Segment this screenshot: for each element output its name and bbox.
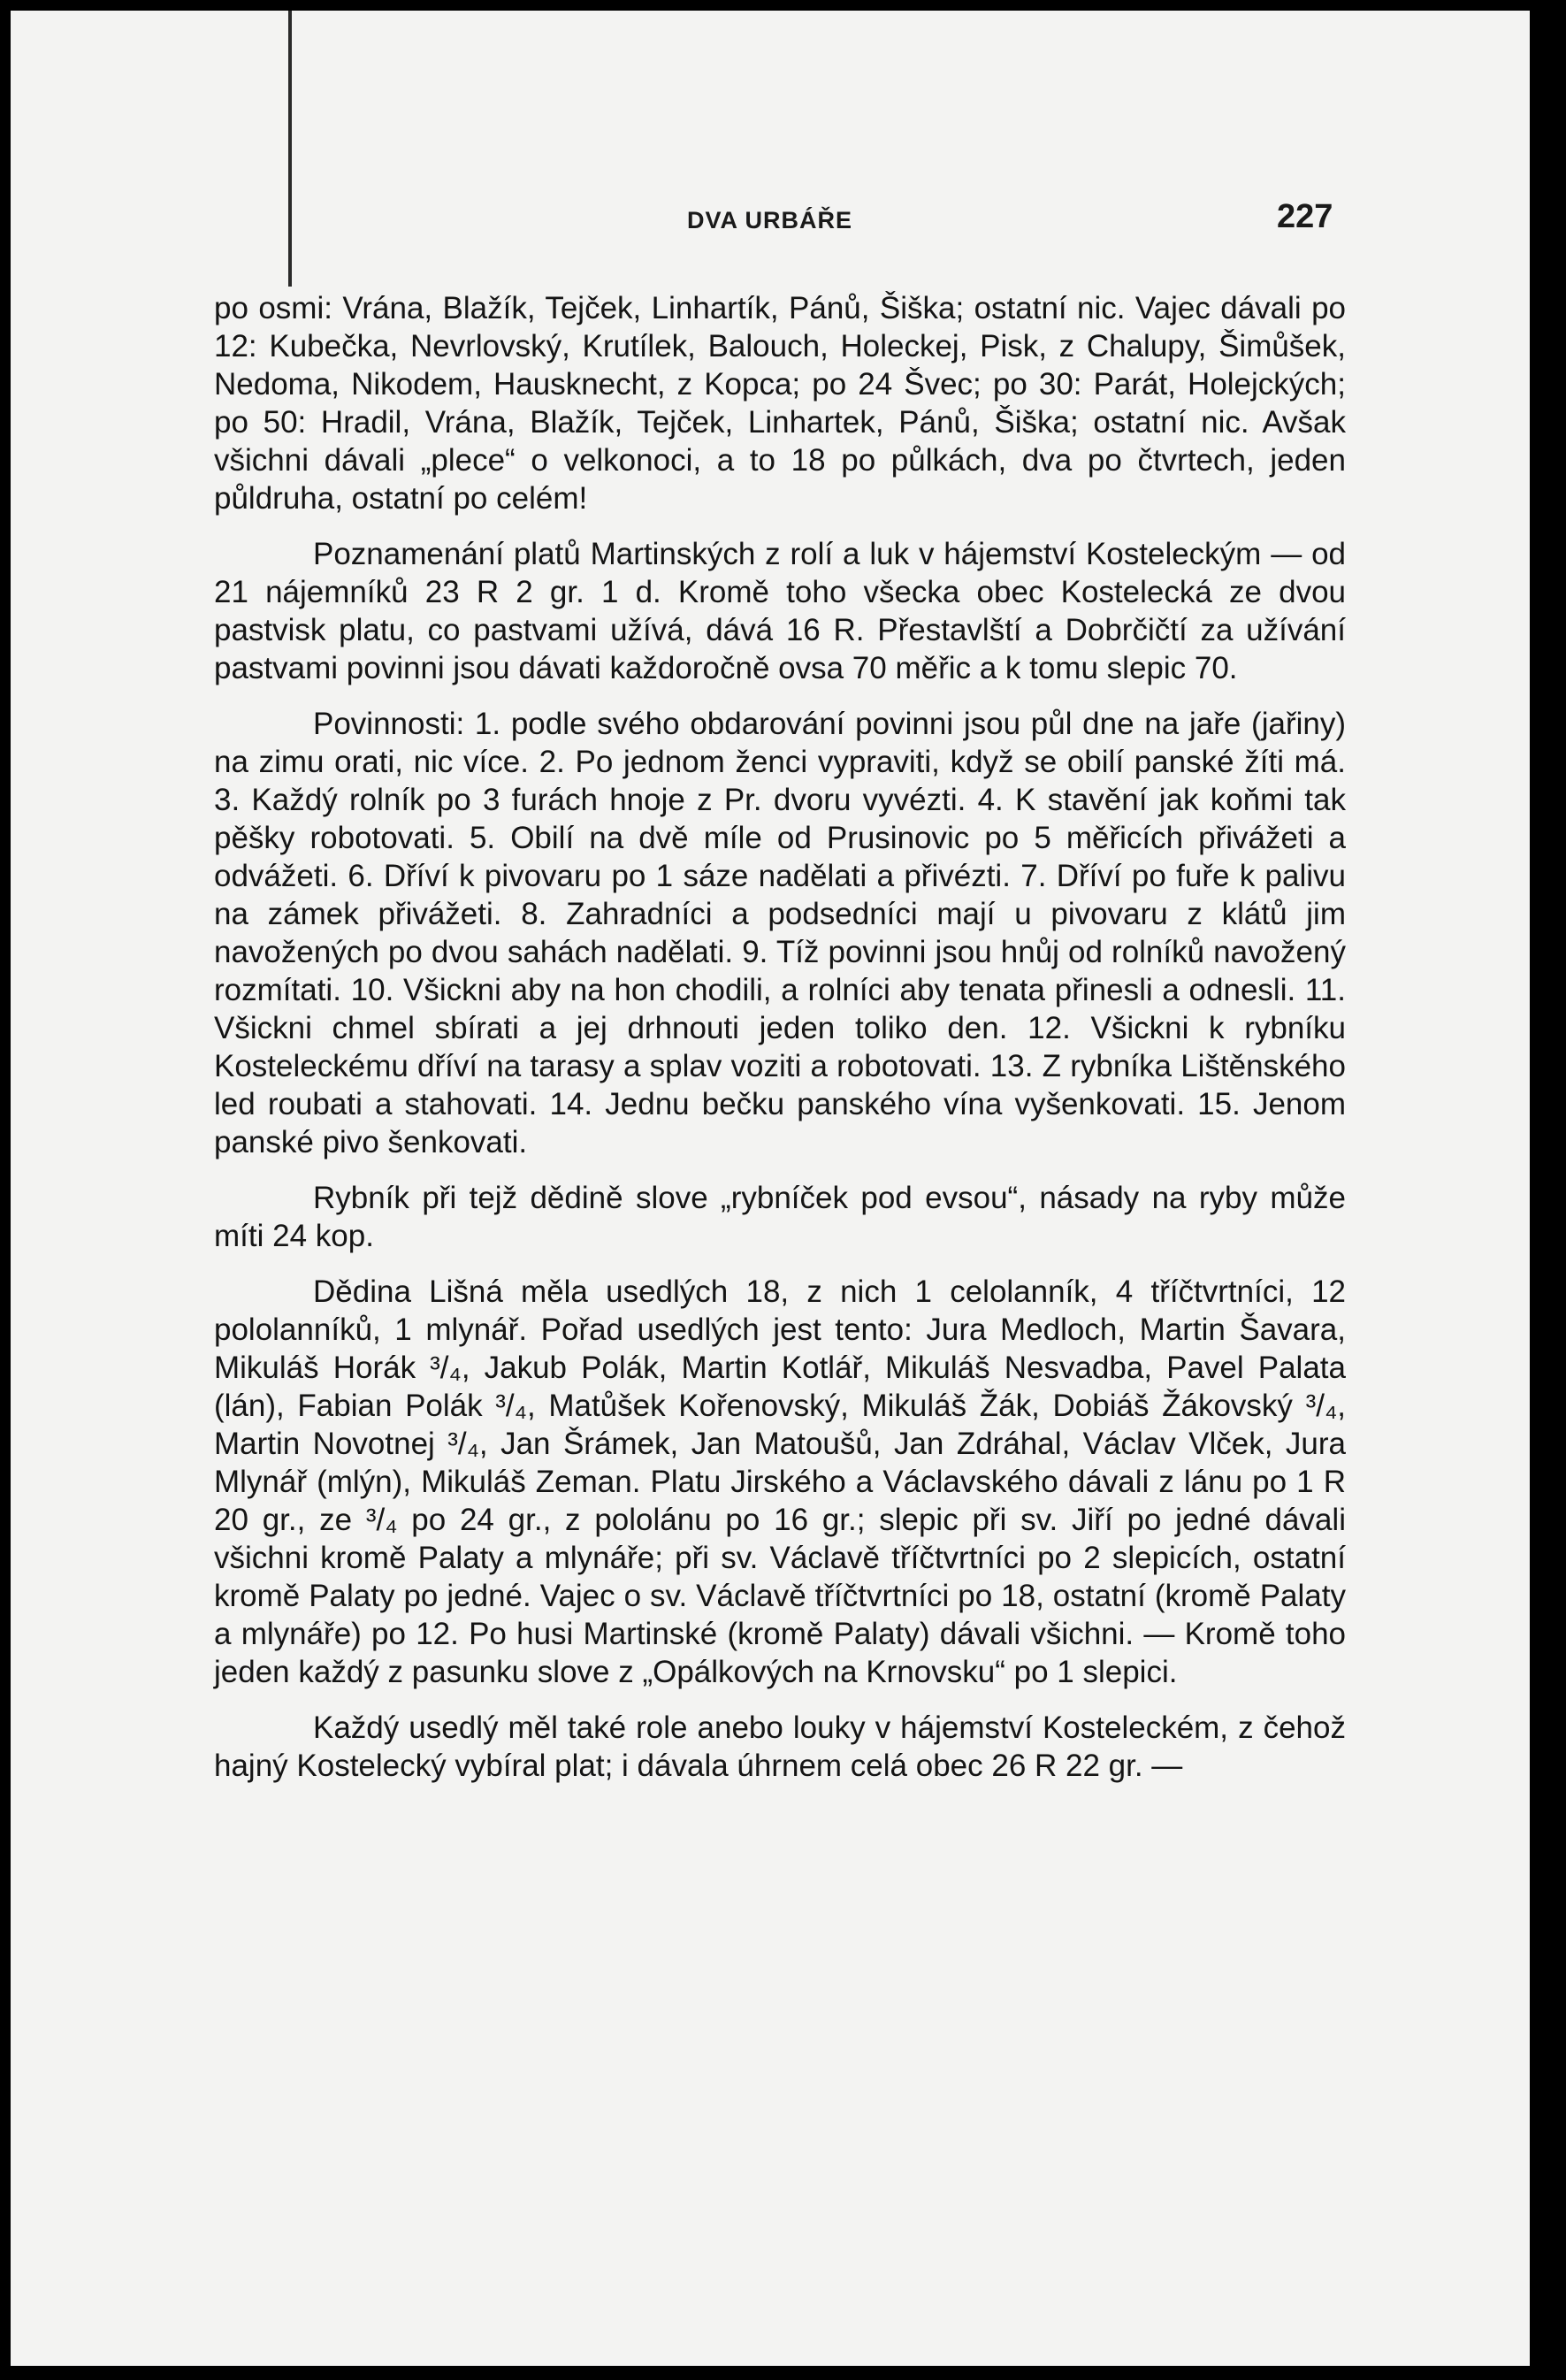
paragraph-2: Poznamenání platů Martinských z rolí a luk v hájemství Kosteleckým — od 21 nájemníků 23 R 2 gr. 1 d. Kromě toho všecka obec Kostelecká ze dvou pastvisk platu, co pastvami užívá, dává 16 R. Přestavlští a Dobrčičtí za užívání pastvami povinni jsou dávati každoročně ovsa 70 měřic a k tomu slepic 70.: [214, 537, 1346, 685]
running-header: DVA URBÁŘE: [687, 207, 853, 233]
body-text: [214, 289, 1346, 1785]
paragraph-4: Rybník při tejž dědině slove „rybníček pod evsou“, násady na ryby může míti 24 kop.: [214, 1181, 1346, 1253]
paragraph-1: po osmi: Vrána, Blažík, Tejček, Linhartík, Pánů, Šiška; ostatní nic. Vajec dávali po 12: Kubečka, Nevrlovský, Krutílek, Balouch, Holeckej, Pisk, z Chalupy, Šimůšek, Nedoma, Nikodem, Hausknecht, z Kopca; po 24 Švec; po 30: Parát, Holejckých; po 50: Hradil, Vrána, Blažík, Tejček, Linhartek, Pánů, Šiška; ostatní nic. Avšak všichni dávali „plece“ o velkonoci, a to 18 po půlkách, dva po čtvrtech, jeden půldruha, ostatní po celém!: [214, 291, 1346, 516]
paragraph-5: Dědina Lišná měla usedlých 18, z nich 1 celolanník, 4 tříčtvrtníci, 12 pololanníků, 1 mlynář. Pořad usedlých jest tento: Jura Medloch, Martin Šavara, Mikuláš Horák ³/₄, Jakub Polák, Martin Kotlář, Mikuláš Nesvadba, Pavel Palata (lán), Fabian Polák ³/₄, Matůšek Kořenovský, Mikuláš Žák, Dobiáš Žákovský ³/₄, Martin Novotnej ³/₄, Jan Šrámek, Jan Matoušů, Jan Zdráhal, Václav Vlček, Jura Mlynář (mlýn), Mikuláš Zeman. Platu Jirského a Václavského dávali z lánu po 1 R 20 gr., ze ³/₄ po 24 gr., z pololánu po 16 gr.; slepic při sv. Jiří po jedné dávali všichni kromě Palaty a mlynáře; při sv. Václavě tříčtvrtníci po 2 slepicích, ostatní kromě Palaty po jedné. Vajec o sv. Václavě tříčtvrtníci po 18, ostatní (kromě Palaty a mlynáře) po 12. Po husi Martinské (kromě Palaty) dávali všichni. — Kromě toho jeden každý z pasunku slove z „Opálkových na Krnovsku“ po 1 slepici.: [214, 1274, 1346, 1689]
page-number: 227: [1277, 198, 1333, 235]
paragraph-6: Každý usedlý měl také role anebo louky v hájemství Kosteleckém, z čehož hajný Kostelecký vybíral plat; i dávala úhrnem celá obec 26 R 22 gr. —: [214, 1710, 1346, 1783]
paragraph-3: Povinnosti: 1. podle svého obdarování povinni jsou půl dne na jaře (jařiny) na zimu orati, nic více. 2. Po jednom ženci vypraviti, když se obilí panské žíti má. 3. Každý rolník po 3 furách hnoje z Pr. dvoru vyvézti. 4. K stavění jak koňmi tak pěšky robotovati. 5. Obilí na dvě míle od Prusinovic po 5 měřicích přivážeti a odvážeti. 6. Dříví k pivovaru po 1 sáze nadělati a přivézti. 7. Dříví po fuře k palivu na zámek přivážeti. 8. Zahradníci a podsedníci mají u pivovaru z klátů jim navožených po dvou sahách nadělati. 9. Tíž povinni jsou hnůj od rolníků navožený rozmítati. 10. Všickni aby na hon chodili, a rolníci aby tenata přinesli a odnesli. 11. Všickni chmel sbírati a jej drhnouti jeden toliko den. 12. Všickni k rybníku Kosteleckému dříví na tarasy a splav voziti a robotovati. 13. Z rybníka Lištěnského led roubati a stahovati. 14. Jednu bečku panského vína vyšenkovati. 15. Jenom panské pivo šenkovati.: [214, 707, 1346, 1159]
book-page: [11, 11, 1530, 2366]
binding-line: [288, 11, 292, 287]
